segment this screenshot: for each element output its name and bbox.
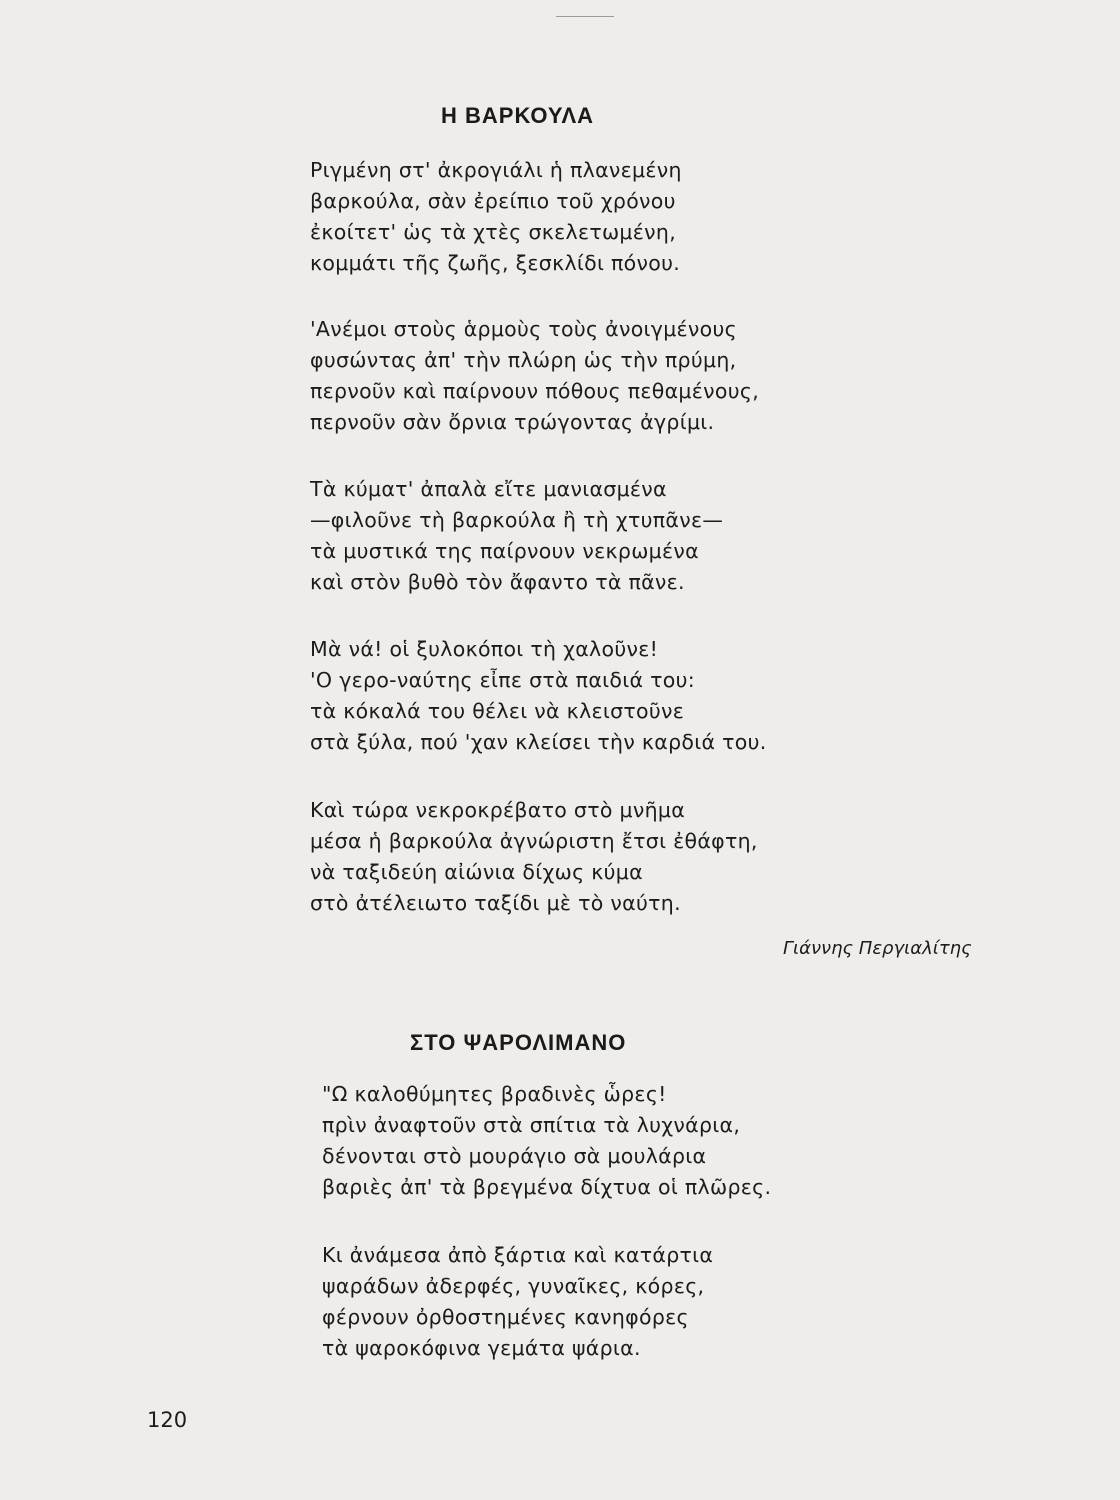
verse-line: "Ω καλοθύμητες βραδινὲς ὧρες!: [322, 1082, 667, 1106]
verse-line: Τὰ κύματ' ἀπαλὰ εἴτε μανιασμένα: [310, 477, 667, 501]
stanza: [310, 634, 767, 758]
verse-line: πρὶν ἀναφτοῦν στὰ σπίτια τὰ λυχνάρια,: [322, 1113, 741, 1137]
verse-line: στὰ ξύλα, πού 'χαν κλείσει τὴν καρδιά του.: [310, 730, 767, 754]
verse-line: ψαράδων ἀδερφές, γυναῖκες, κόρες,: [322, 1274, 705, 1298]
verse-line: τὰ μυστικά της παίρνουν νεκρωμένα: [310, 539, 699, 563]
stanza: [310, 155, 682, 279]
stanza: [322, 1079, 771, 1203]
verse-line: περνοῦν καὶ παίρνουν πόθους πεθαμένους,: [310, 379, 760, 403]
verse-line: Ριγμένη στ' ἀκρογιάλι ἡ πλανεμένη: [310, 158, 682, 182]
poem-author: Γιάννης Περγιαλίτης: [783, 938, 972, 959]
verse-line: φυσώντας ἀπ' τὴν πλώρη ὡς τὴν πρύμη,: [310, 348, 737, 372]
verse-line: 'Ο γερο-ναύτης εἶπε στὰ παιδιά του:: [310, 668, 695, 692]
stanza: [310, 314, 759, 438]
verse-line: τὰ κόκαλά του θέλει νὰ κλειστοῦνε: [310, 699, 685, 723]
verse-line: Κι ἀνάμεσα ἀπὸ ξάρτια καὶ κατάρτια: [322, 1243, 714, 1267]
poem-title: Η ΒΑΡΚΟΥΛΑ: [441, 103, 595, 128]
page-number: 120: [147, 1408, 188, 1432]
verse-line: βαρκούλα, σὰν ἐρείπιο τοῦ χρόνου: [310, 189, 676, 213]
verse-line: τὰ ψαροκόφινα γεμάτα ψάρια.: [322, 1336, 641, 1360]
verse-line: κομμάτι τῆς ζωῆς, ξεσκλίδι πόνου.: [310, 251, 681, 275]
verse-line: Μὰ νά! οἱ ξυλοκόποι τὴ χαλοῦνε!: [310, 637, 659, 661]
verse-line: φέρνουν ὀρθοστημένες κανηφόρες: [322, 1305, 689, 1329]
verse-line: —φιλοῦνε τὴ βαρκούλα ἢ τὴ χτυπᾶνε—: [310, 508, 724, 532]
top-rule: [556, 16, 614, 17]
verse-line: καὶ στὸν βυθὸ τὸν ἄφαντο τὰ πᾶνε.: [310, 570, 685, 594]
verse-line: ἐκοίτετ' ὡς τὰ χτὲς σκελετωμένη,: [310, 220, 677, 244]
verse-line: νὰ ταξιδεύη αἰώνια δίχως κύμα: [310, 860, 643, 884]
verse-line: Καὶ τώρα νεκροκρέβατο στὸ μνῆμα: [310, 798, 686, 822]
verse-line: περνοῦν σὰν ὄρνια τρώγοντας ἀγρίμι.: [310, 410, 715, 434]
stanza: [310, 474, 723, 598]
verse-line: βαριὲς ἀπ' τὰ βρεγμένα δίχτυα οἱ πλῶρες.: [322, 1175, 772, 1199]
stanza: [322, 1240, 713, 1364]
verse-line: δένονται στὸ μουράγιο σὰ μουλάρια: [322, 1144, 707, 1168]
poem-title: ΣΤΟ ΨΑΡΟΛΙΜΑΝΟ: [410, 1030, 627, 1055]
verse-line: μέσα ἡ βαρκούλα ἀγνώριστη ἔτσι ἐθάφτη,: [310, 829, 758, 853]
verse-line: στὸ ἀτέλειωτο ταξίδι μὲ τὸ ναύτη.: [310, 891, 681, 915]
stanza: [310, 795, 758, 919]
verse-line: 'Ανέμοι στοὺς ἁρμοὺς τοὺς ἀνοιγμένους: [310, 317, 738, 341]
